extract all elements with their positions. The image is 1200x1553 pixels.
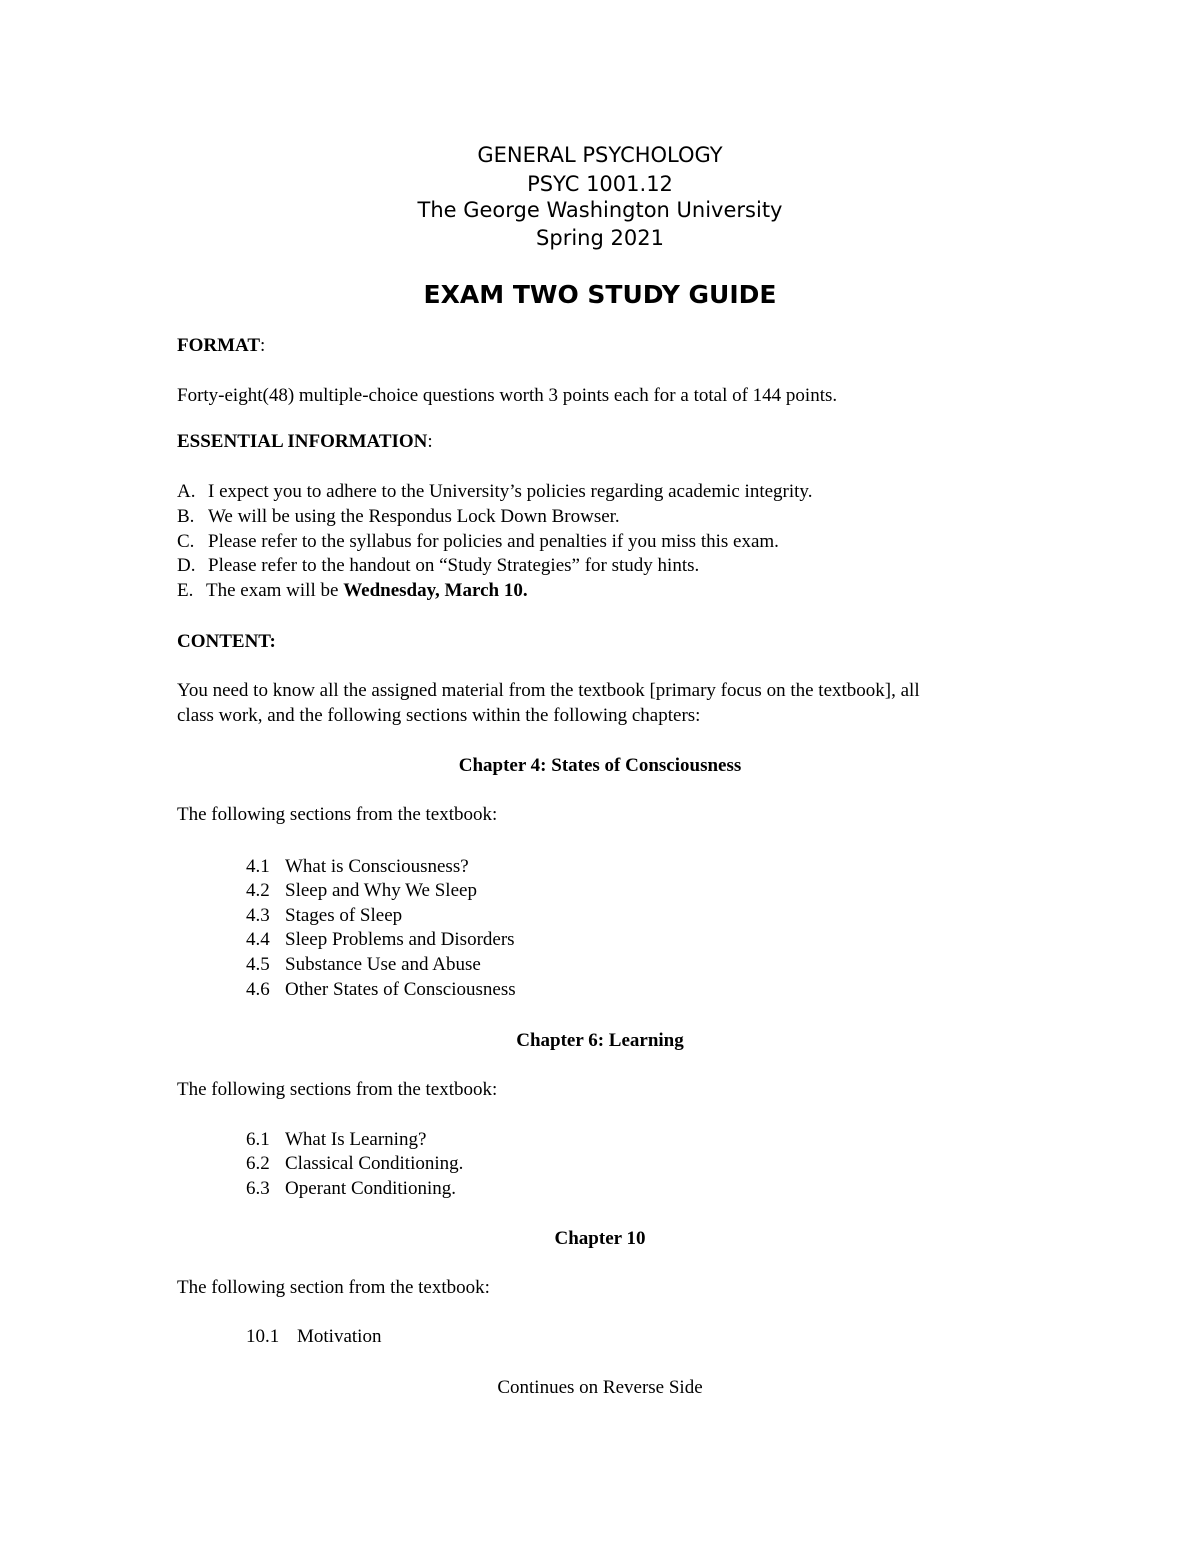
section-item <box>246 978 516 1002</box>
section-name: Other States of Consciousness <box>285 979 516 1000</box>
chapter-lead: The following section from the textbook: <box>177 1277 490 1298</box>
section-number: 6.3 <box>246 1178 270 1199</box>
section-number: 4.6 <box>246 979 270 1000</box>
format-text: Forty-eight(48) multiple-choice questions worth 3 points each for a total of 144 points. <box>177 385 838 406</box>
section-name: Sleep Problems and Disorders <box>285 929 515 950</box>
essential-item <box>177 579 528 603</box>
section-number: 6.2 <box>246 1153 270 1174</box>
course-name: GENERAL PSYCHOLOGY <box>477 143 723 167</box>
essential-item-label: D. <box>177 555 196 576</box>
chapter-lead: The following sections from the textbook: <box>177 804 498 825</box>
essential-item-label: E. <box>177 580 194 601</box>
essential-heading <box>177 430 433 454</box>
format-heading-colon: : <box>260 335 266 356</box>
term: Spring 2021 <box>536 226 664 250</box>
section-number: 6.1 <box>246 1129 270 1150</box>
section-name: What Is Learning? <box>285 1129 427 1150</box>
essential-item-text: The exam will be <box>206 580 344 601</box>
section-item <box>246 1128 426 1152</box>
section-item <box>246 1325 381 1349</box>
content-heading: CONTENT: <box>177 631 276 652</box>
format-heading-label: FORMAT <box>177 335 261 356</box>
section-number: 4.3 <box>246 905 270 926</box>
section-item <box>246 879 477 903</box>
chapter-title: Chapter 6: Learning <box>516 1030 684 1051</box>
university-name: The George Washington University <box>417 198 783 222</box>
format-heading <box>177 334 265 358</box>
exam-title: EXAM TWO STUDY GUIDE <box>423 280 777 309</box>
chapter-lead: The following sections from the textbook: <box>177 1079 498 1100</box>
section-name: What is Consciousness? <box>285 856 469 877</box>
section-number: 4.5 <box>246 954 270 975</box>
essential-item-label: C. <box>177 531 195 552</box>
section-item <box>246 855 469 879</box>
essential-item <box>177 505 620 529</box>
continues-note: Continues on Reverse Side <box>497 1377 703 1398</box>
essential-item-label: A. <box>177 481 196 502</box>
chapter-title: Chapter 4: States of Consciousness <box>458 755 742 776</box>
section-item <box>246 904 402 928</box>
section-item <box>246 953 481 977</box>
essential-item <box>177 530 779 554</box>
section-name: Operant Conditioning. <box>285 1178 456 1199</box>
section-name: Sleep and Why We Sleep <box>285 880 477 901</box>
essential-item <box>177 480 812 504</box>
section-name: Classical Conditioning. <box>285 1153 464 1174</box>
section-item <box>246 1177 456 1201</box>
section-name: Substance Use and Abuse <box>285 954 481 975</box>
section-number: 10.1 <box>246 1326 280 1347</box>
essential-item <box>177 554 699 578</box>
section-item <box>246 928 515 952</box>
essential-heading-colon: : <box>427 431 433 452</box>
exam-date: Wednesday, March 10. <box>343 580 528 601</box>
essential-item-text: Please refer to the syllabus for policies and penalties if you miss this exam. <box>208 531 779 552</box>
content-intro-line-2: class work, and the following sections within the following chapters: <box>177 705 701 726</box>
section-number: 4.4 <box>246 929 270 950</box>
essential-item-label: B. <box>177 506 195 527</box>
section-item <box>246 1152 463 1176</box>
section-name: Motivation <box>297 1326 382 1347</box>
essential-item-text: We will be using the Respondus Lock Down Browser. <box>208 506 620 527</box>
section-number: 4.2 <box>246 880 270 901</box>
essential-item-text: I expect you to adhere to the University’s policies regarding academic integrity. <box>208 481 813 502</box>
essential-item-text: Please refer to the handout on “Study Strategies” for study hints. <box>208 555 700 576</box>
course-code: PSYC 1001.12 <box>527 172 673 196</box>
essential-heading-label: ESSENTIAL INFORMATION <box>177 431 428 452</box>
section-number: 4.1 <box>246 856 270 877</box>
content-intro-line-1: You need to know all the assigned material from the textbook [primary focus on the textbook], all <box>177 680 920 701</box>
chapter-title: Chapter 10 <box>554 1228 646 1249</box>
section-name: Stages of Sleep <box>285 905 403 926</box>
